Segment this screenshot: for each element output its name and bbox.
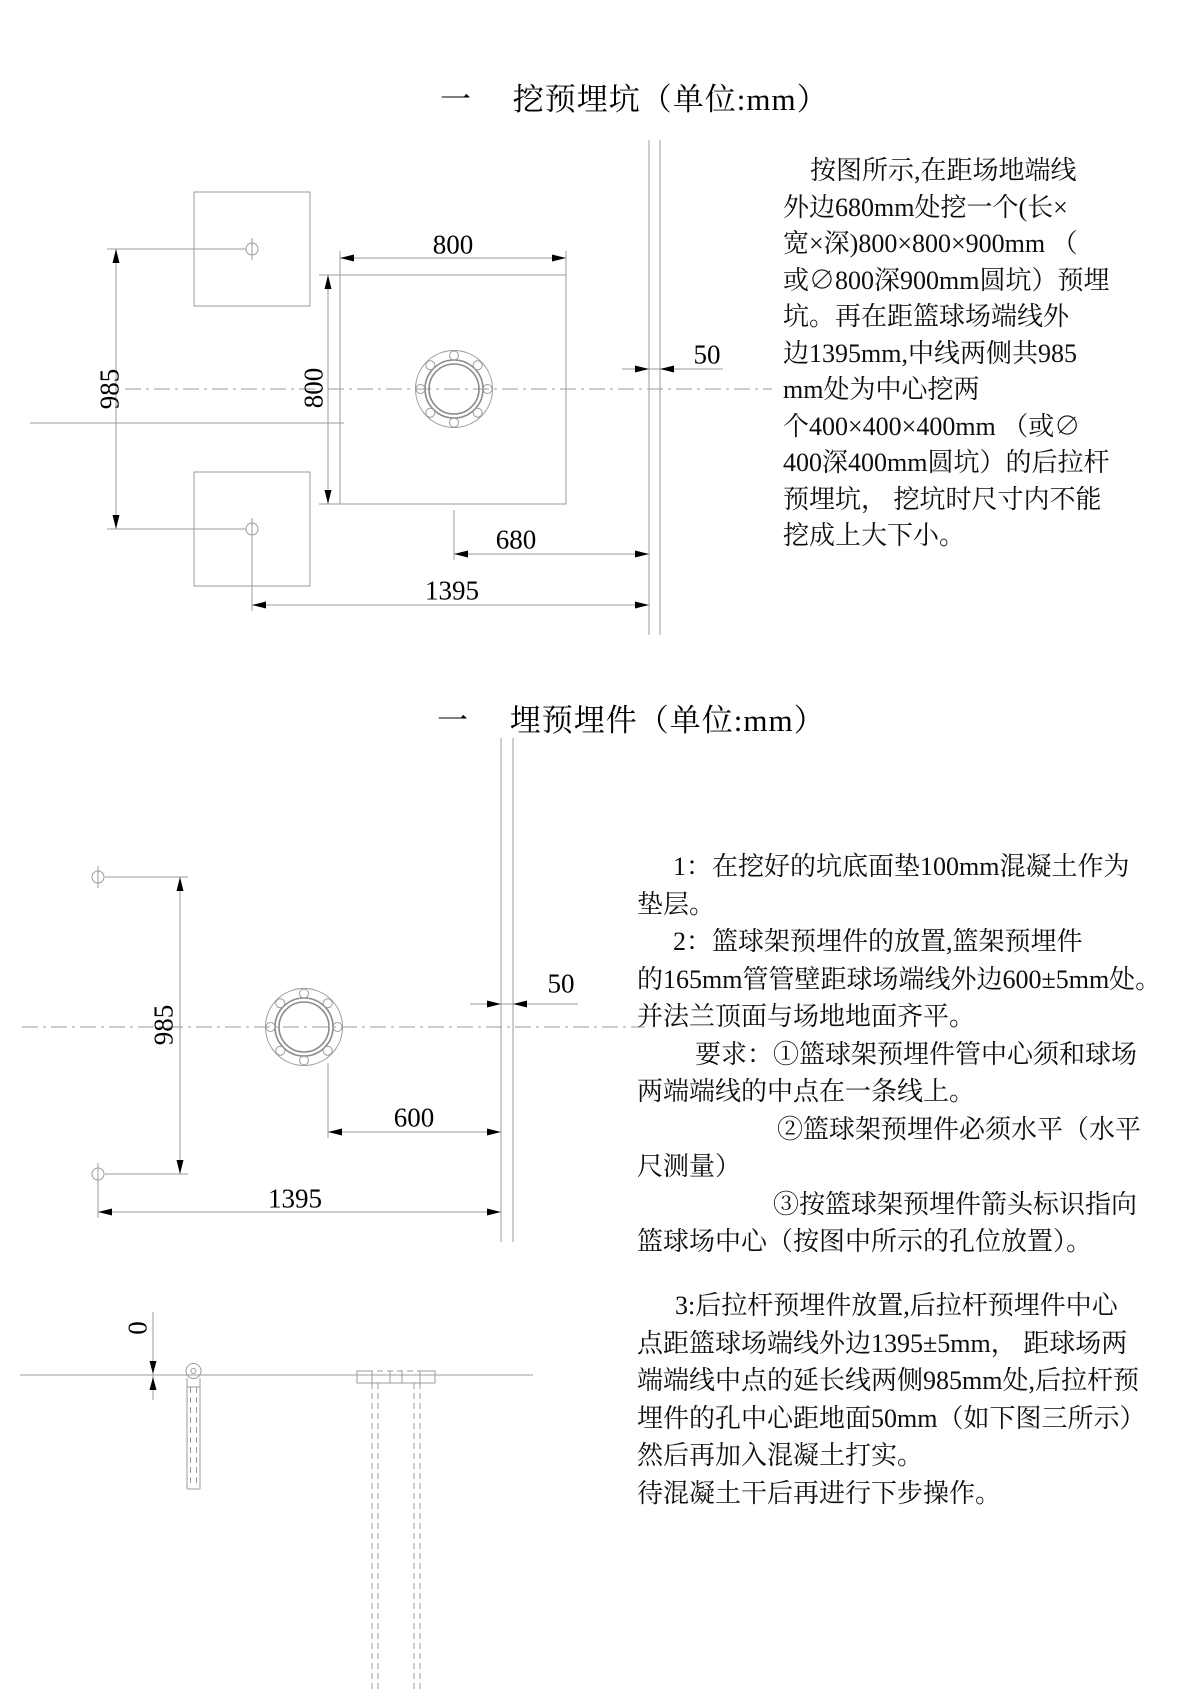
text-line: 个400×400×400mm （或∅ bbox=[783, 411, 1081, 441]
tie-rod-side-view bbox=[186, 1364, 201, 1490]
side-view-drawing bbox=[20, 1312, 533, 1690]
text-line: 要求：①篮球架预埋件管中心须和球场 bbox=[695, 1039, 1138, 1069]
text-line: 宽×深)800×800×900mm （ bbox=[783, 229, 1078, 258]
section1-paragraph bbox=[783, 153, 1183, 555]
text-line: 然后再加入混凝土打实。 bbox=[637, 1441, 924, 1470]
text-line: 的165mm管管壁距球场端线外边600±5mm处。 bbox=[637, 964, 1162, 994]
dim-label-50: 50 bbox=[693, 339, 721, 370]
text-line: 或∅800深900mm圆坑）预埋 bbox=[783, 265, 1110, 295]
text-line: 坑。再在距篮球场端线外 bbox=[783, 302, 1070, 331]
dim-label-985: 985 bbox=[94, 368, 125, 410]
text-line: 3:后拉杆预埋件放置,后拉杆预埋件中心 bbox=[675, 1291, 1118, 1320]
dimension-arrows bbox=[98, 877, 527, 1216]
text-line: 尺测量） bbox=[637, 1152, 742, 1181]
dim-label-1395: 1395 bbox=[425, 575, 479, 606]
text-line: mm处为中心挖两 bbox=[783, 375, 980, 404]
text-line: ②篮球架预埋件必须水平（水平 bbox=[777, 1114, 1142, 1144]
text-line: ③按篮球架预埋件箭头标识指向 bbox=[773, 1189, 1138, 1219]
text-line: 边1395mm,中线两侧共985 bbox=[783, 338, 1077, 368]
court-end-line bbox=[649, 140, 660, 635]
text-line: 1：在挖好的坑底面垫100mm混凝土作为 bbox=[673, 852, 1130, 881]
tie-rod-anchor-points bbox=[92, 866, 104, 1185]
court-end-line bbox=[501, 738, 513, 1242]
text-line: 挖成上大下小。 bbox=[783, 521, 966, 550]
dim-label-680: 680 bbox=[495, 524, 537, 555]
text-line: 外边680mm处挖一个(长× bbox=[783, 192, 1068, 222]
section1-title: 一 挖预埋坑（单位:mm） bbox=[440, 82, 829, 117]
text-line: 预埋坑， 挖坑时尺寸内不能 bbox=[783, 484, 1102, 514]
dim-label-800-height: 800 bbox=[298, 367, 329, 409]
section2-title: 一 埋预埋件（单位:mm） bbox=[437, 703, 826, 738]
dim-label-600: 600 bbox=[393, 1102, 435, 1133]
section2-paragraph-2 bbox=[637, 1287, 1157, 1512]
embedded-pipe-side-view bbox=[357, 1371, 435, 1690]
dim-label-50: 50 bbox=[547, 968, 575, 999]
text-line: 垫层。 bbox=[637, 889, 716, 919]
text-line: 埋件的孔中心距地面50mm（如下图三所示） bbox=[637, 1403, 1146, 1433]
text-line: 点距篮球场端线外边1395±5mm， 距球场两 bbox=[637, 1328, 1128, 1358]
text-line: 400深400mm圆坑）的后拉杆 bbox=[783, 448, 1110, 477]
dim-label-985: 985 bbox=[148, 1004, 179, 1046]
text-line: 按图所示,在距场地端线 bbox=[810, 156, 1077, 185]
text-line: 端端线中点的延长线两侧985mm处,后拉杆预 bbox=[637, 1366, 1139, 1395]
dim-label-800-width: 800 bbox=[432, 229, 474, 260]
dim-label-0: 0 bbox=[122, 1321, 153, 1335]
text-line: 待混凝土干后再进行下步操作。 bbox=[637, 1478, 1002, 1508]
text-line: 并法兰顶面与场地地面齐平。 bbox=[637, 1002, 976, 1031]
dimension-arrows bbox=[113, 249, 675, 609]
pit-plan-drawing bbox=[30, 140, 772, 635]
section2-paragraph-1 bbox=[637, 848, 1162, 1261]
text-line: 篮球场中心（按图中所示的孔位放置）。 bbox=[637, 1227, 1093, 1256]
dim-label-1395: 1395 bbox=[268, 1183, 322, 1214]
text-line: 2：篮球架预埋件的放置,篮架预埋件 bbox=[673, 927, 1083, 956]
text-line: 两端端线的中点在一条线上。 bbox=[637, 1077, 976, 1106]
